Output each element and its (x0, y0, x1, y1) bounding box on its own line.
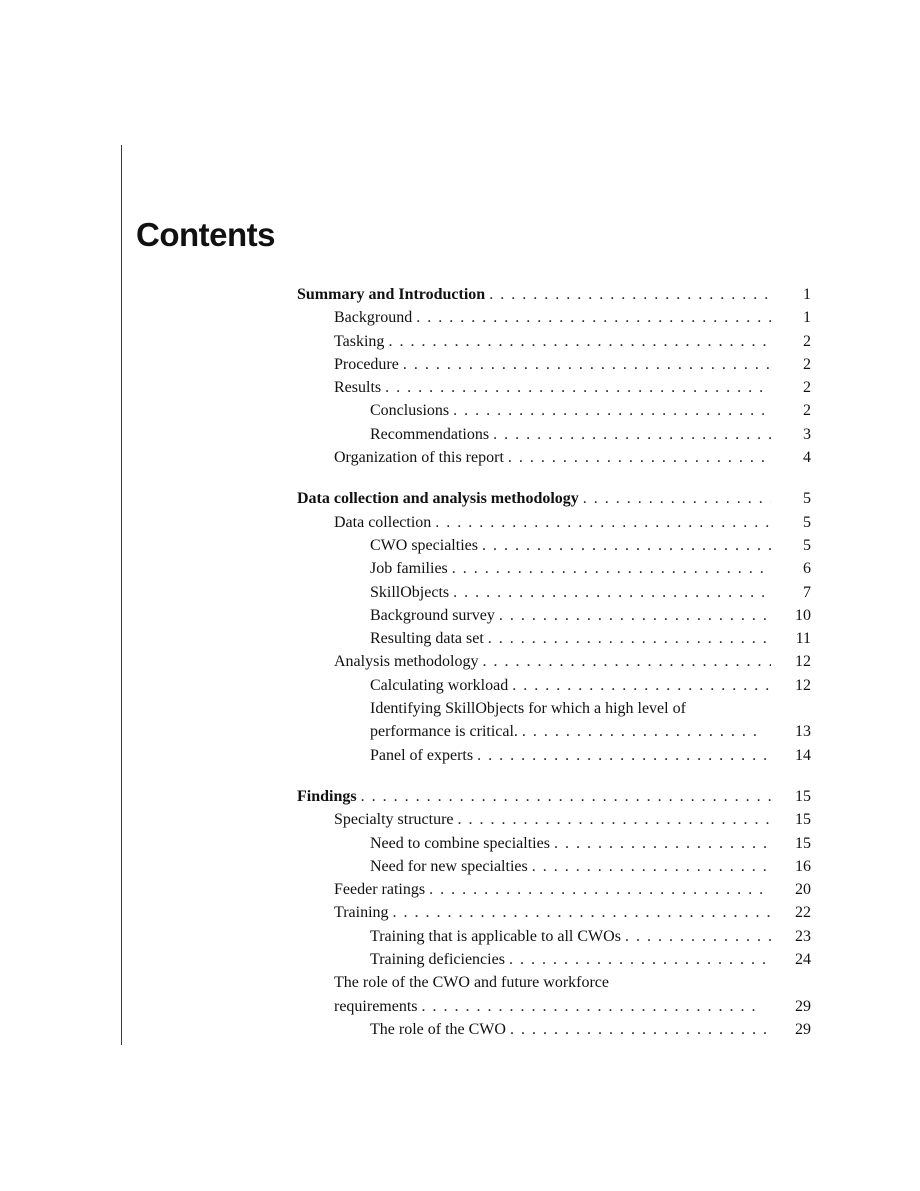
dot-leader (425, 878, 771, 901)
toc-entry[interactable] (297, 534, 814, 557)
toc-entry[interactable] (297, 697, 814, 720)
toc-entry-title: performance is critical. (370, 723, 518, 741)
toc-entry[interactable] (297, 925, 814, 948)
toc-page-number: 24 (795, 951, 811, 969)
toc-entry-title: Identifying SkillObjects for which a high level of (370, 700, 686, 718)
toc-entry[interactable] (297, 604, 814, 627)
toc-page-number: 20 (795, 881, 811, 899)
toc-entry[interactable] (297, 511, 814, 534)
toc-page-number: 3 (803, 425, 811, 443)
toc-entry[interactable] (297, 674, 814, 697)
toc-entry[interactable] (297, 832, 814, 855)
toc-page-number: 10 (795, 606, 811, 624)
dot-leader (484, 627, 771, 650)
table-of-contents (297, 283, 814, 1059)
toc-section-heading[interactable] (297, 785, 814, 808)
toc-page-number: 15 (795, 811, 811, 829)
toc-page-number: 15 (795, 787, 811, 805)
dot-leader (495, 604, 771, 627)
toc-section (297, 785, 814, 1041)
toc-entry[interactable] (297, 581, 814, 604)
page-title: Contents (136, 216, 275, 253)
toc-entry-title: requirements (334, 997, 418, 1015)
toc-page-number: 11 (795, 630, 811, 648)
toc-page-number: 2 (803, 332, 811, 350)
dot-leader (454, 808, 771, 831)
toc-entry-title: Specialty structure (334, 811, 454, 829)
toc-section-heading[interactable] (297, 283, 814, 306)
toc-entry-title: Data collection and analysis methodology (297, 490, 579, 508)
toc-entry-title: The role of the CWO (370, 1020, 506, 1038)
toc-entry-title: Training (334, 904, 389, 922)
dot-leader (357, 785, 771, 808)
dot-leader (485, 283, 771, 306)
dot-leader (449, 581, 771, 604)
toc-entry-title: Recommendations (370, 425, 490, 443)
toc-entry-title: Conclusions (370, 402, 450, 420)
toc-page-number: 13 (795, 723, 811, 741)
toc-entry[interactable] (297, 376, 814, 399)
dot-leader (621, 925, 771, 948)
toc-entry-title: Job families (370, 560, 448, 578)
toc-section (297, 487, 814, 767)
toc-entry-title: Need to combine specialties (370, 834, 550, 852)
toc-entry-title: Findings (297, 787, 357, 805)
toc-entry[interactable] (297, 557, 814, 580)
toc-page-number: 2 (803, 379, 811, 397)
toc-entry[interactable] (297, 330, 814, 353)
toc-entry-title: Tasking (334, 332, 385, 350)
toc-page-number: 2 (803, 402, 811, 420)
dot-leader (550, 832, 771, 855)
toc-entry[interactable] (297, 627, 814, 650)
toc-page-number: 12 (795, 653, 811, 671)
toc-section-heading[interactable] (297, 487, 814, 510)
toc-entry-title: Summary and Introduction (297, 286, 486, 303)
toc-page-number: 12 (795, 676, 811, 694)
dot-leader (478, 650, 771, 673)
toc-page-number: 15 (795, 834, 811, 852)
toc-entry[interactable] (297, 650, 814, 673)
dot-leader (473, 744, 771, 767)
toc-entry[interactable] (297, 878, 814, 901)
toc-page-number: 1 (803, 286, 811, 303)
toc-entry-title: Calculating workload (370, 676, 509, 694)
toc-entry[interactable] (297, 306, 814, 329)
toc-entry-title: Background survey (370, 606, 495, 624)
toc-entry-title: Training deficiencies (370, 951, 505, 969)
toc-entry[interactable] (297, 808, 814, 831)
dot-leader (412, 306, 771, 329)
dot-leader (506, 1018, 771, 1041)
dot-leader (508, 674, 771, 697)
toc-entry-title: CWO specialties (370, 536, 478, 554)
dot-leader (528, 855, 771, 878)
toc-entry-title: Results (334, 379, 382, 397)
dot-leader (381, 376, 771, 399)
toc-section (297, 283, 814, 469)
toc-entry-title: Data collection (334, 513, 432, 531)
toc-page-number: 7 (803, 583, 811, 601)
dot-leader (518, 720, 762, 743)
toc-entry-title: The role of the CWO and future workforce (334, 974, 609, 992)
toc-entry[interactable] (297, 423, 814, 446)
toc-entry-title: Background (334, 309, 413, 327)
toc-entry[interactable] (297, 353, 814, 376)
dot-leader (418, 995, 762, 1018)
dot-leader (431, 511, 771, 534)
toc-entry[interactable] (297, 1018, 814, 1041)
dot-leader (449, 399, 771, 422)
toc-page-number: 29 (795, 997, 811, 1015)
toc-entry-title: Procedure (334, 355, 399, 373)
toc-page-number: 14 (795, 746, 811, 764)
toc-entry-title: Need for new specialties (370, 857, 528, 875)
toc-entry-title: Resulting data set (370, 630, 484, 648)
toc-page-number: 5 (803, 513, 811, 531)
toc-entry[interactable] (297, 948, 814, 971)
toc-page-number: 1 (803, 309, 811, 327)
toc-entry-title: SkillObjects (370, 583, 450, 601)
dot-leader (389, 901, 771, 924)
toc-entry-title: Training that is applicable to all CWOs (370, 927, 621, 945)
dot-leader (489, 423, 771, 446)
toc-entry-title: Analysis methodology (334, 653, 479, 671)
toc-page-number: 4 (803, 449, 811, 467)
dot-leader (579, 487, 771, 510)
toc-entry[interactable] (297, 855, 814, 878)
toc-entry-title: Feeder ratings (334, 881, 426, 899)
toc-entry[interactable] (297, 446, 814, 469)
dot-leader (504, 446, 771, 469)
toc-page-number: 22 (795, 904, 811, 922)
dot-leader (448, 557, 771, 580)
toc-page-number: 16 (795, 857, 811, 875)
dot-leader (399, 353, 771, 376)
toc-entry[interactable] (297, 744, 814, 767)
toc-page-number: 29 (795, 1020, 811, 1038)
toc-entry[interactable] (297, 399, 814, 422)
toc-page-number: 23 (795, 927, 811, 945)
toc-entry-title: Panel of experts (370, 746, 474, 764)
dot-leader (478, 534, 771, 557)
dot-leader (505, 948, 771, 971)
toc-entry-title: Organization of this report (334, 449, 504, 467)
toc-entry[interactable] (297, 720, 814, 743)
toc-page-number: 2 (803, 355, 811, 373)
toc-entry[interactable] (297, 901, 814, 924)
toc-page-number: 6 (803, 560, 811, 578)
toc-entry[interactable] (297, 971, 814, 994)
toc-page-number: 5 (803, 536, 811, 554)
toc-entry[interactable] (297, 995, 814, 1018)
toc-page-number: 5 (803, 490, 811, 508)
margin-rule (121, 145, 122, 1045)
dot-leader (384, 330, 771, 353)
